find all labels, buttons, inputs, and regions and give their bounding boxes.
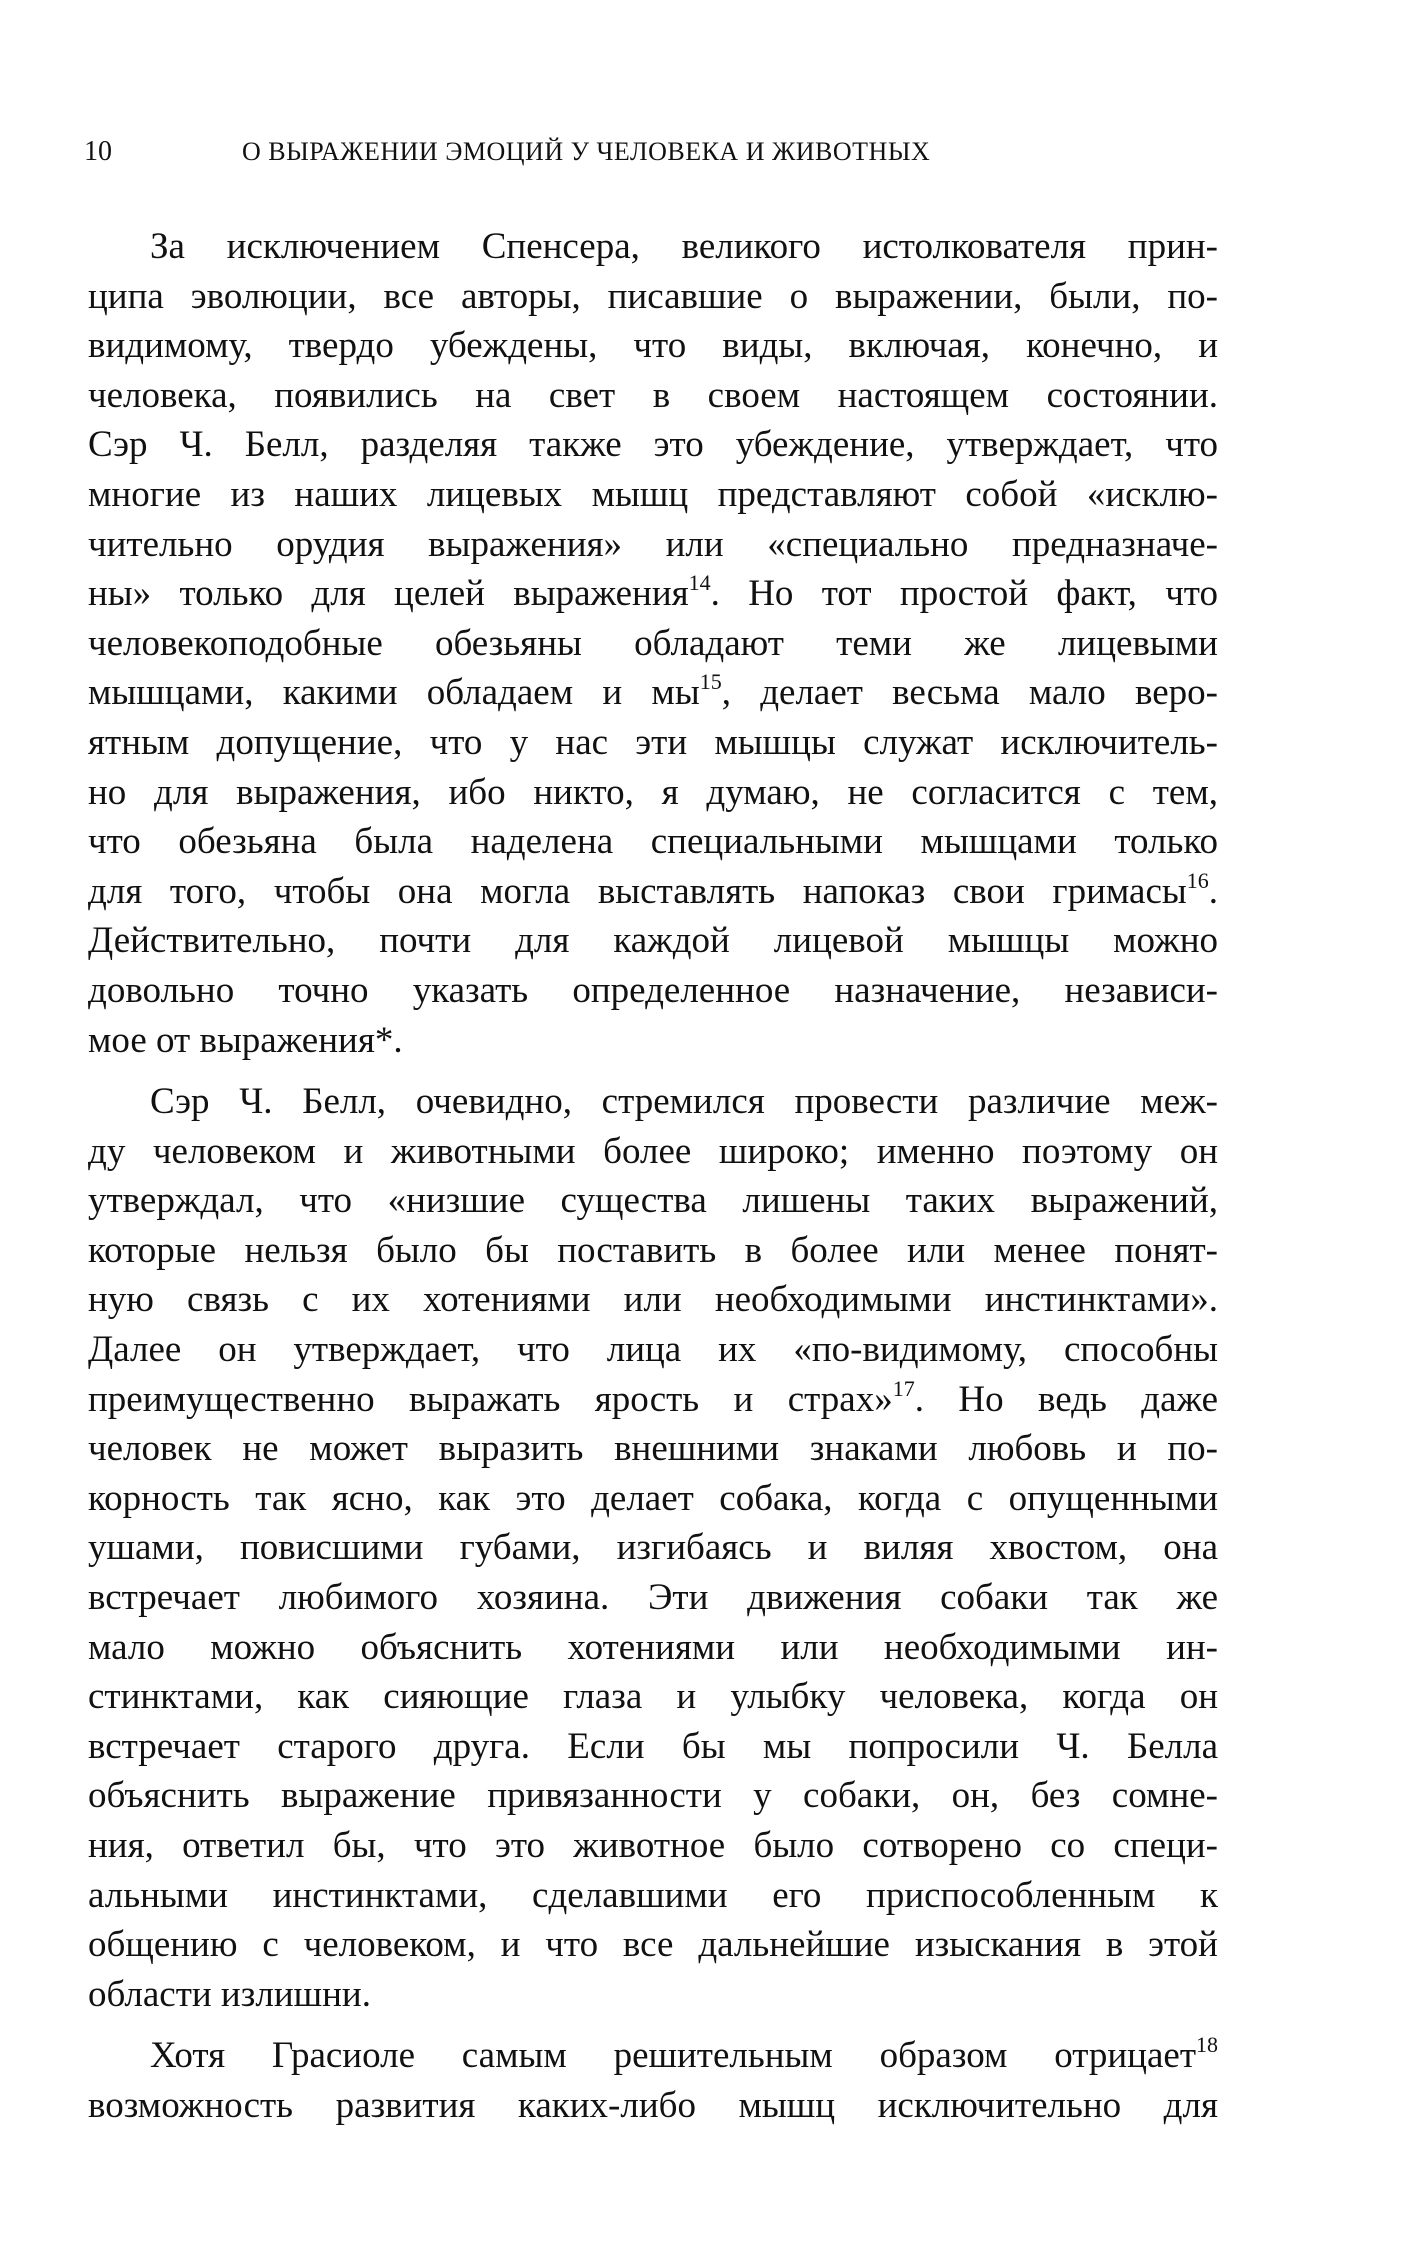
text-line bbox=[88, 668, 1218, 718]
text-line bbox=[88, 1375, 1218, 1425]
text-line: человека, появились на свет в своем настоящем состоянии. bbox=[88, 374, 1218, 416]
text-fragment: . Но тот простой факт, что bbox=[710, 573, 1218, 615]
text-line: Далее он утверждает, что лица их «по-видимому, способны bbox=[88, 1329, 1218, 1371]
text-line: довольно точно указать определенное назначение, независи- bbox=[88, 969, 1218, 1011]
text-fragment: Хотя Грасиоле самым решительным образом отрицает bbox=[150, 2035, 1196, 2077]
text-line: возможность развития каких-либо мышц исключительно для bbox=[88, 2084, 1218, 2126]
text-line: встречает любимого хозяина. Эти движения собаки так же bbox=[88, 1577, 1218, 1619]
text-line: За исключением Спенсера, великого истолкователя прин- bbox=[150, 226, 1218, 267]
running-head bbox=[84, 132, 1224, 172]
text-line: Сэр Ч. Белл, разделяя также это убеждение, утверждает, что bbox=[88, 424, 1218, 466]
running-title: О ВЫРАЖЕНИИ ЭМОЦИЙ У ЧЕЛОВЕКА И ЖИВОТНЫХ bbox=[242, 137, 931, 166]
text-line: мое от выражения*. bbox=[88, 1019, 403, 1061]
text-line: Сэр Ч. Белл, очевидно, стремился провести различие меж- bbox=[150, 1081, 1218, 1123]
footnote-ref-14: 14 bbox=[688, 570, 711, 596]
text-line: Действительно, почти для каждой лицевой мышцы можно bbox=[88, 920, 1218, 962]
text-fragment: , делает весьма мало веро- bbox=[721, 672, 1218, 714]
text-line: многие из наших лицевых мышц представляют собой «исклю- bbox=[88, 473, 1218, 515]
body-text bbox=[88, 222, 1218, 2131]
text-line: ятным допущение, что у нас эти мышцы служат исключитель- bbox=[88, 721, 1218, 763]
text-line: корность так ясно, как это делает собака, когда с опущенными bbox=[88, 1477, 1218, 1519]
text-line: области излишни. bbox=[88, 1973, 371, 2015]
text-line: утверждал, что «низшие существа лишены таких выражений, bbox=[88, 1180, 1218, 1222]
text-fragment: . bbox=[1208, 870, 1218, 912]
text-fragment: преимущественно выражать ярость и страх» bbox=[88, 1378, 893, 1420]
text-line bbox=[88, 569, 1218, 619]
text-line: человек не может выразить внешними знаками любовь и по- bbox=[88, 1428, 1218, 1470]
paragraph-2 bbox=[88, 1077, 1218, 2019]
text-line: что обезьяна была наделена специальными мышцами только bbox=[88, 821, 1218, 863]
text-line: ушами, повисшими губами, изгибаясь и виляя хвостом, она bbox=[88, 1527, 1218, 1569]
page-number: 10 bbox=[84, 136, 112, 167]
text-fragment: для того, чтобы она могла выставлять напоказ свои гримасы bbox=[88, 870, 1187, 912]
footnote-ref-18: 18 bbox=[1196, 2032, 1218, 2058]
footnote-ref-16: 16 bbox=[1186, 867, 1209, 893]
text-line: ния, ответил бы, что это животное было сотворено со специ- bbox=[88, 1825, 1218, 1866]
paragraph-1 bbox=[88, 222, 1218, 1065]
text-line bbox=[88, 2031, 1218, 2081]
text-line: альными инстинктами, сделавшими его приспособленным к bbox=[88, 1874, 1218, 1916]
paragraph-3 bbox=[88, 2031, 1218, 2130]
text-fragment: ны» только для целей выражения bbox=[88, 573, 689, 615]
text-line: общению с человеком, и что все дальнейшие изыскания в этой bbox=[88, 1924, 1218, 1966]
text-line: встречает старого друга. Если бы мы попросили Ч. Белла bbox=[88, 1725, 1218, 1767]
text-line: человекоподобные обезьяны обладают теми же лицевыми bbox=[88, 622, 1218, 664]
footnote-ref-17: 17 bbox=[892, 1375, 915, 1401]
text-line: ципа эволюции, все авторы, писавшие о выражении, были, по- bbox=[88, 275, 1218, 317]
text-line: мало можно объяснить хотениями или необходимыми ин- bbox=[88, 1626, 1218, 1668]
text-line: стинктами, как сияющие глаза и улыбку человека, когда он bbox=[88, 1676, 1218, 1718]
text-line: объяснить выражение привязанности у собаки, он, без сомне- bbox=[88, 1775, 1218, 1817]
text-line: видимому, твердо убеждены, что виды, включая, конечно, и bbox=[88, 325, 1218, 367]
text-line: ную связь с их хотениями или необходимыми инстинктами». bbox=[88, 1279, 1218, 1321]
text-line: чительно орудия выражения» или «специально предназначе- bbox=[88, 523, 1218, 565]
text-line bbox=[88, 867, 1218, 917]
text-line: но для выражения, ибо никто, я думаю, не согласится с тем, bbox=[88, 771, 1218, 813]
text-fragment: мышцами, какими обладаем и мы bbox=[88, 672, 700, 714]
footnote-ref-15: 15 bbox=[699, 669, 722, 695]
text-line: которые нельзя было бы поставить в более или менее понят- bbox=[88, 1229, 1218, 1271]
text-line: ду человеком и животными более широко; именно поэтому он bbox=[88, 1130, 1218, 1172]
text-fragment: . Но ведь даже bbox=[914, 1378, 1219, 1420]
